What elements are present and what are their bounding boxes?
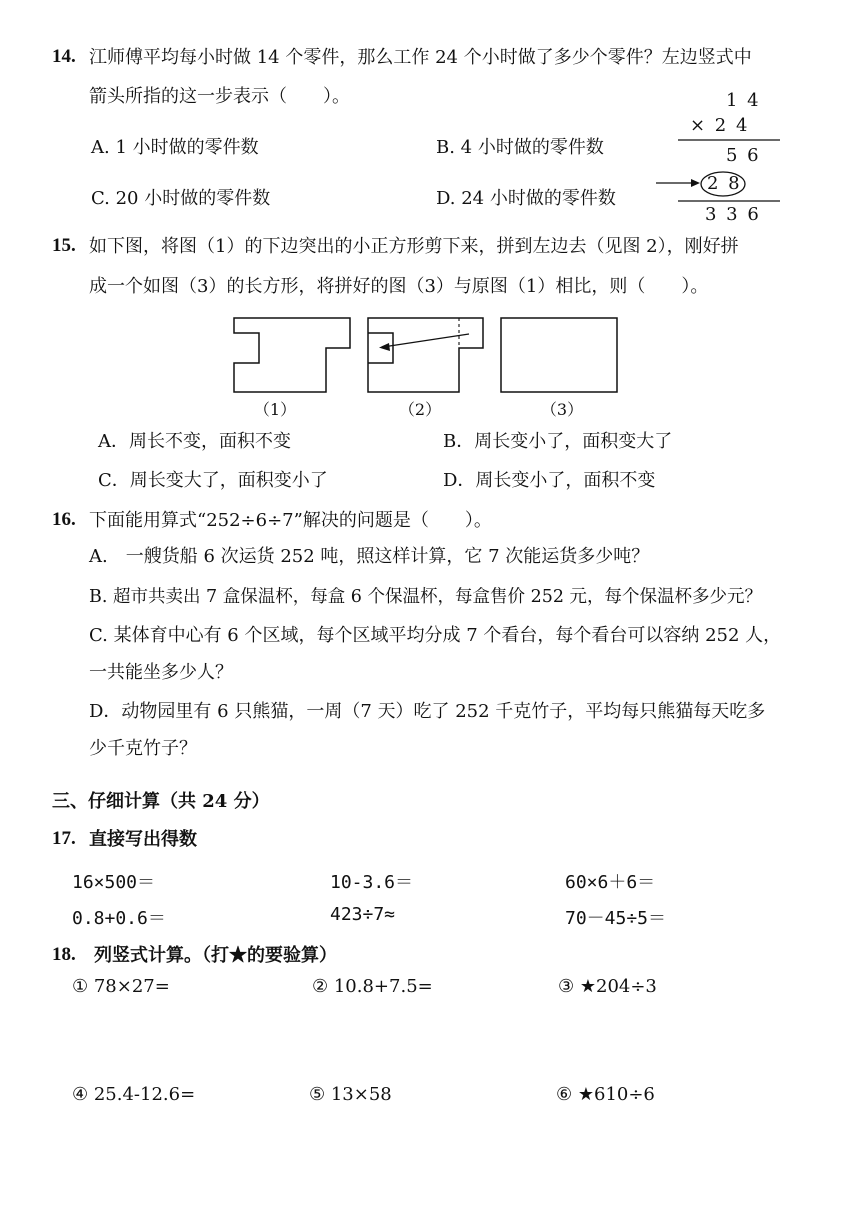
- question-number: 14.: [52, 46, 76, 67]
- calc-item: 70－45÷5＝: [565, 908, 667, 929]
- figure-3: [501, 318, 617, 392]
- calc-item: 423÷7≈: [330, 904, 396, 925]
- option-a: A. 一艘货船 6 次运货 252 吨，照这样计算，它 7 次能运货多少吨？: [89, 546, 650, 567]
- question-text: 下面能用算式“252÷6÷7”解决的问题是（ ）。: [89, 510, 492, 531]
- option-a: A. 1 小时做的零件数: [91, 137, 259, 158]
- option-c-cont: 一共能坐多少人？: [89, 662, 233, 683]
- option-d-cont: 少千克竹子？: [89, 738, 197, 759]
- option-a: A．周长不变，面积不变: [98, 431, 291, 452]
- calc-item: ③ ★204÷3: [558, 976, 657, 997]
- option-b: B. 4 小时做的零件数: [436, 137, 604, 158]
- partial-product-circled: 2 8: [707, 173, 742, 194]
- question-title: 列竖式计算。（打★的要验算）: [94, 945, 337, 966]
- calc-item: 60×6＋6＝: [565, 872, 656, 893]
- option-b: B. 超市共卖出 7 盒保温杯，每盒 6 个保温杯，每盒售价 252 元，每个保温杯多少元？: [89, 587, 763, 607]
- arrow-left-icon: [379, 343, 390, 351]
- multiplier: × 2 4: [690, 115, 750, 136]
- option-c: C．周长变大了，面积变小了: [98, 470, 328, 491]
- multiplicand: 1 4: [726, 90, 761, 111]
- option-d: D．周长变小了，面积不变: [443, 470, 656, 491]
- question-number: 18.: [52, 944, 76, 965]
- calc-item: ⑥ ★610÷6: [556, 1084, 655, 1105]
- question-text: 箭头所指的这一步表示（ ）。: [89, 86, 350, 107]
- question-text: 如下图，将图（1）的下边突出的小正方形剪下来，拼到左边去（见图 2），刚好拼: [89, 236, 739, 257]
- figure-caption: （3）: [540, 400, 584, 419]
- question-title: 直接写出得数: [89, 829, 197, 850]
- partial-product: 5 6: [726, 145, 761, 166]
- calc-item: ② 10.8+7.5=: [312, 976, 433, 997]
- calc-item: ④ 25.4-12.6=: [72, 1084, 196, 1105]
- figure-2: [368, 318, 483, 392]
- calc-item: 16×500＝: [72, 872, 156, 893]
- section-title: 三、仔细计算（共 24 分）: [52, 791, 270, 812]
- figure-caption: （2）: [398, 400, 442, 419]
- question-number: 17.: [52, 828, 76, 849]
- option-c: C. 20 小时做的零件数: [91, 188, 271, 209]
- option-d: D. 24 小时做的零件数: [436, 188, 616, 209]
- question-text: 成一个如图（3）的长方形，将拼好的图（3）与原图（1）相比，则（ ）。: [89, 276, 709, 297]
- figure-1: [234, 318, 350, 392]
- calc-item: 10-3.6＝: [330, 872, 414, 893]
- product: 3 3 6: [705, 204, 761, 225]
- option-b: B．周长变小了，面积变大了: [443, 431, 673, 452]
- option-d: D．动物园里有 6 只熊猫，一周（7 天）吃了 252 千克竹子，平均每只熊猫每天吃多: [89, 701, 766, 722]
- calc-item: ⑤ 13×58: [309, 1084, 392, 1105]
- figure-caption: （1）: [253, 400, 297, 419]
- question-text: 江师傅平均每小时做 14 个零件，那么工作 24 个小时做了多少个零件？左边竖式中: [89, 47, 752, 68]
- calc-item: 0.8+0.6＝: [72, 908, 166, 929]
- option-c: C. 某体育中心有 6 个区域，每个区域平均分成 7 个看台，每个看台可以容纳 252 人，: [89, 625, 782, 646]
- question-number: 15.: [52, 235, 76, 256]
- calc-item: ① 78×27=: [72, 976, 170, 997]
- question-number: 16.: [52, 509, 76, 530]
